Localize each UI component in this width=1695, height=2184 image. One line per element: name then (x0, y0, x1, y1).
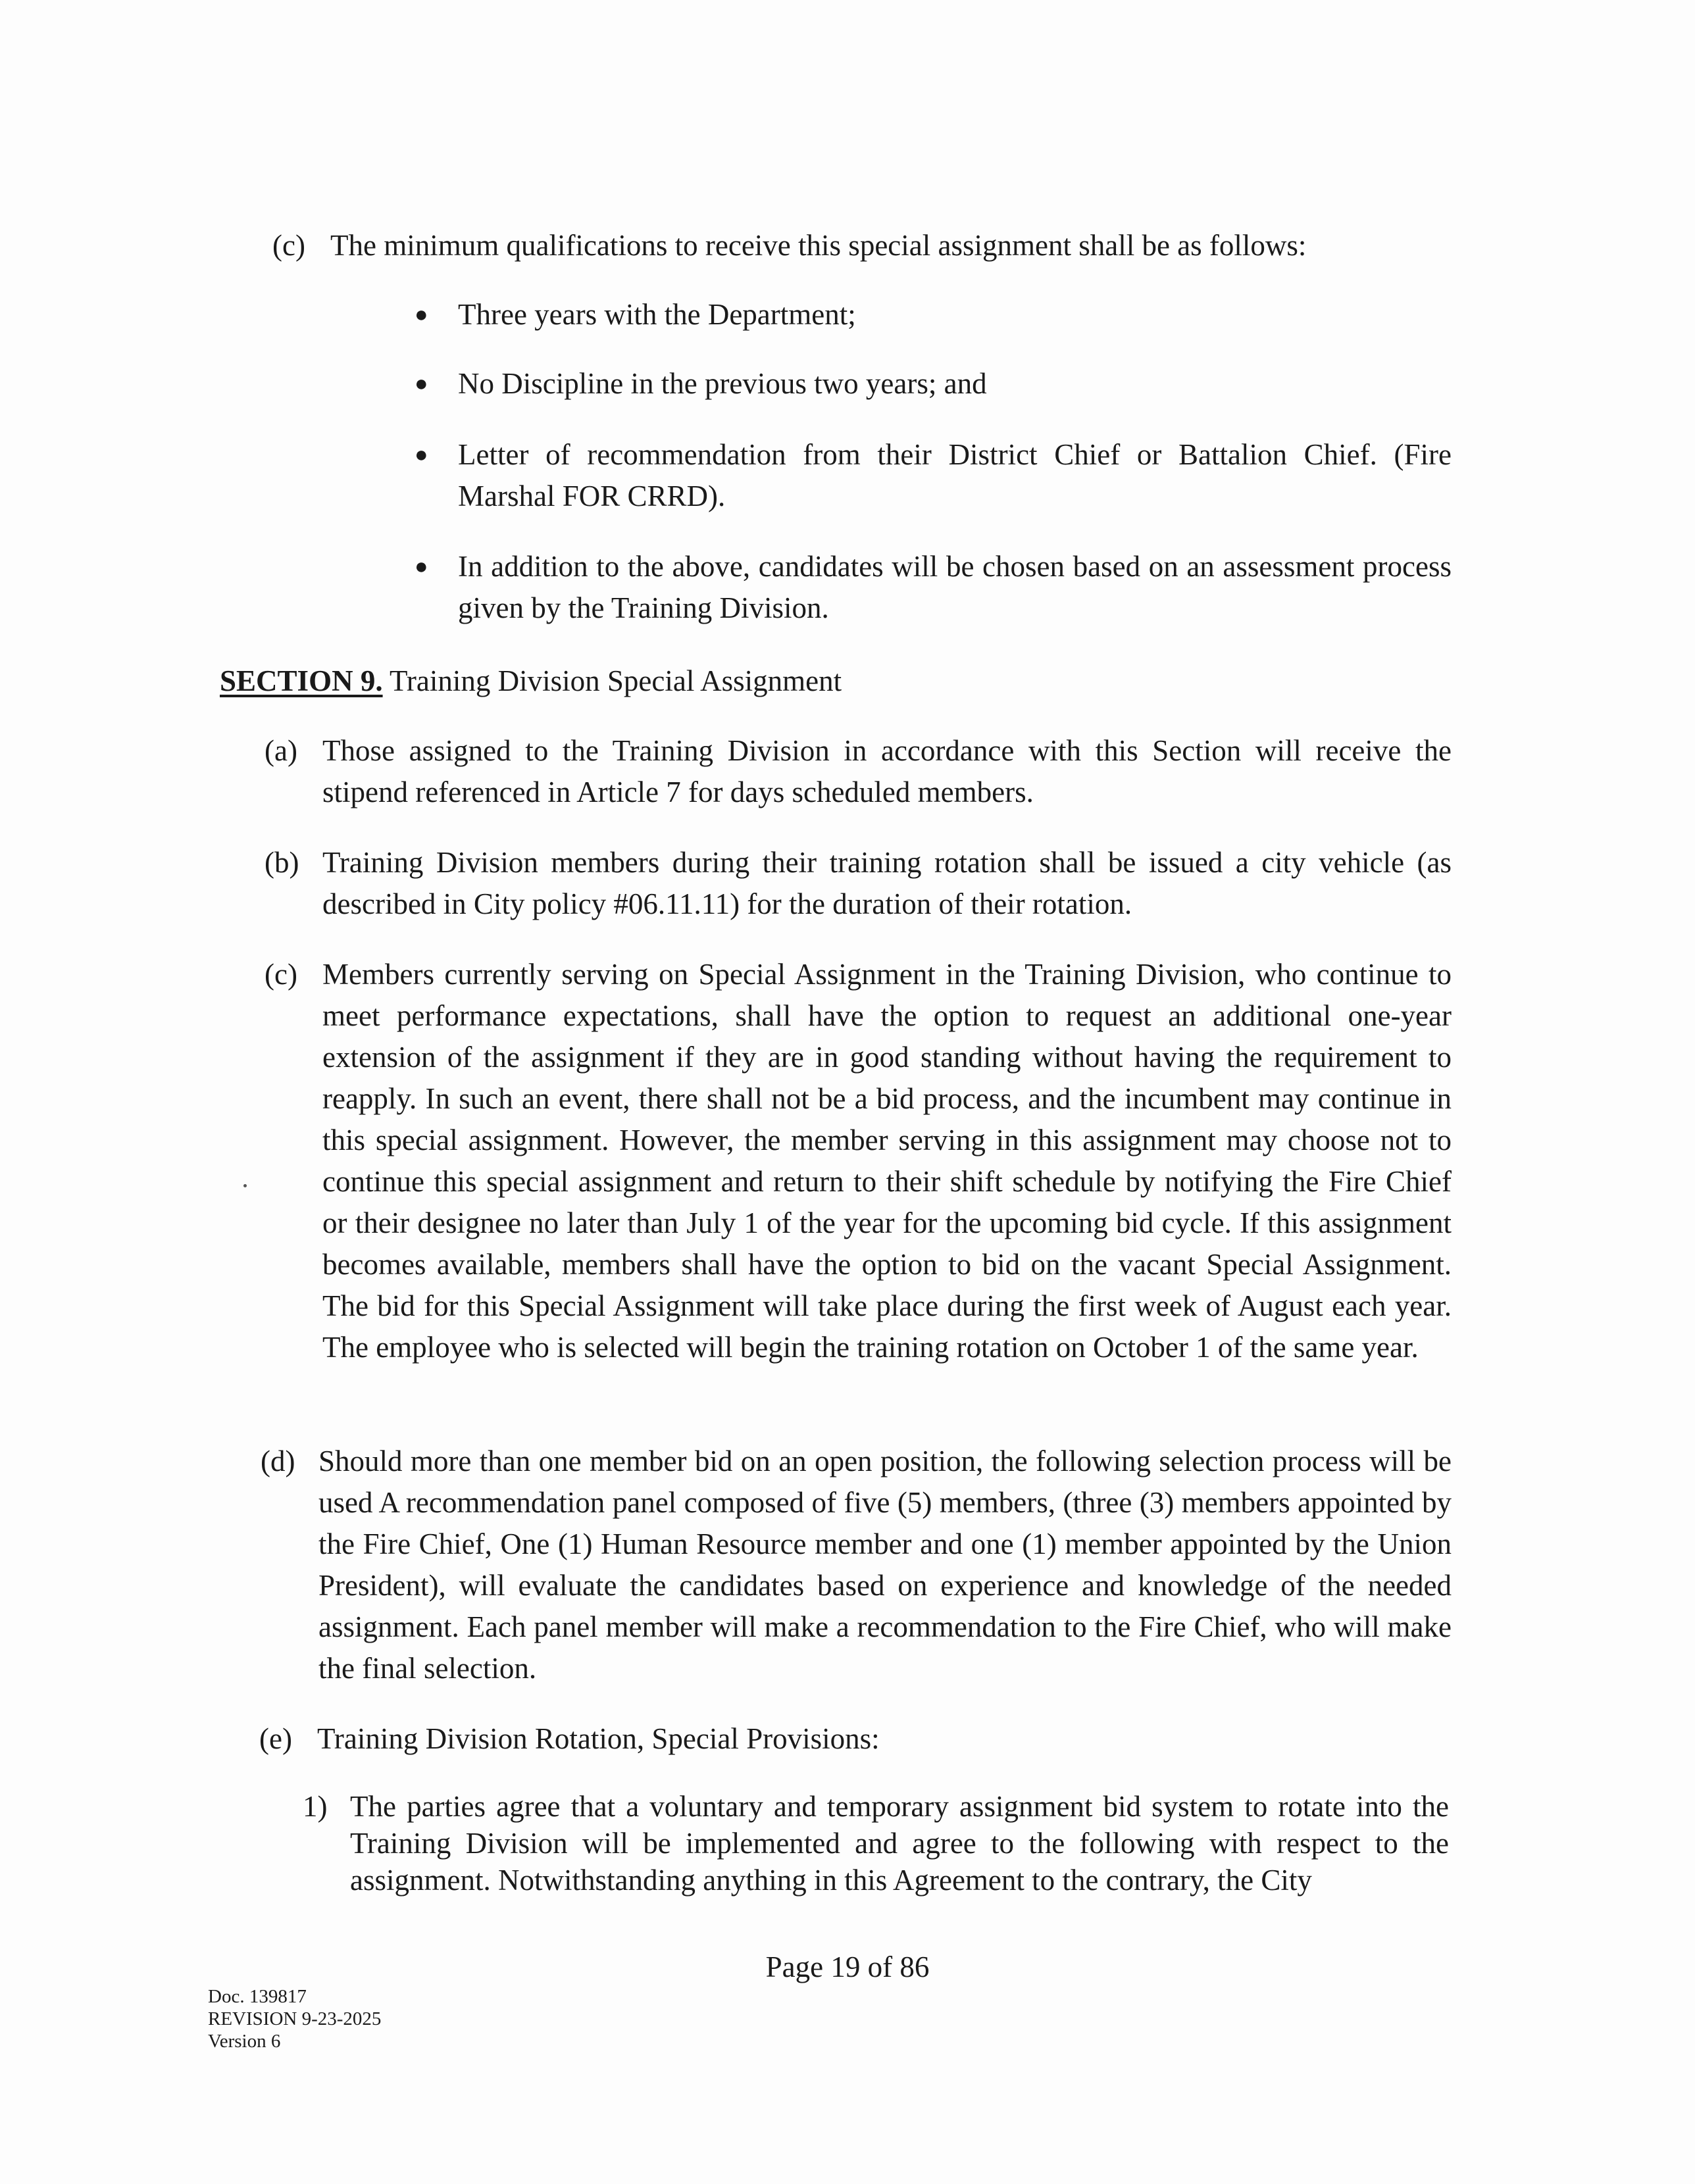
paragraph-text: Training Division members during their training rotation shall be issued a city vehicle (as described in City policy #06.11.11) for the duration of their rotation. (322, 846, 1452, 920)
doc-number: Doc. 139817 (208, 1986, 307, 2007)
page-number: Page 19 of 86 (765, 1950, 930, 1983)
bullet-text: Three years with the Department; (458, 298, 856, 331)
paragraph-8c (272, 225, 1462, 266)
bullet-icon: ● (415, 303, 428, 327)
scan-speck (243, 1184, 247, 1187)
bullet-text: No Discipline in the previous two years; and (458, 367, 987, 400)
bullet-icon: ● (415, 555, 428, 579)
section-number: SECTION 9. (220, 664, 383, 697)
section-heading (220, 660, 842, 702)
paragraph-9b (265, 842, 1452, 925)
paragraph-9c (265, 954, 1452, 1368)
bullet-item (415, 546, 1452, 629)
paragraph-label: (b) (265, 846, 299, 879)
document-info (208, 1985, 381, 2052)
paragraph-text: Training Division Rotation, Special Provisions: (317, 1722, 880, 1755)
bullet-item (415, 294, 1452, 335)
paragraph-text: Those assigned to the Training Division in accordance with this Section will receive the stipend referenced in Article 7 for days scheduled members. (322, 734, 1452, 808)
bullet-text: In addition to the above, candidates will be chosen based on an assessment process given by the Training Division. (458, 550, 1452, 624)
bullet-text: Letter of recommendation from their District Chief or Battalion Chief. (Fire Marshal FOR CRRD). (458, 438, 1452, 512)
paragraph-label: (c) (265, 958, 297, 991)
paragraph-text: Members currently serving on Special Assignment in the Training Division, who continue to meet performance expectations, shall have the option to request an additional one-year extension of the assignment if they are in good standing without having the requirement to reapply. In such an event, there shall not be a bid process, and the incumbent may continue in this special assignment. However, the member serving in this assignment may choose not to continue this special assignment and return to their shift schedule by notifying the Fire Chief or their designee no later than July 1 of the year for the upcoming bid cycle. If this assignment becomes available, members shall have the option to bid on the vacant Special Assignment. The bid for this Special Assignment will take place during the first week of August each year. The employee who is selected will begin the training rotation on October 1 of the same year. (322, 958, 1452, 1364)
subparagraph-1 (303, 1788, 1449, 1899)
bullet-item (415, 363, 1452, 405)
paragraph-text: The minimum qualifications to receive this special assignment shall be as follows: (330, 229, 1307, 262)
paragraph-label: (e) (259, 1722, 292, 1755)
bullet-icon: ● (415, 372, 428, 396)
paragraph-label: (c) (272, 229, 305, 262)
paragraph-label: (d) (261, 1445, 295, 1477)
subparagraph-text: The parties agree that a voluntary and temporary assignment bid system to rotate into the Training Division will be implemented and agree to the following with respect to the assignment. Notwithstanding anything in this Agreement to the contrary, the City (350, 1790, 1449, 1897)
subparagraph-label: 1) (303, 1790, 328, 1823)
bullet-item (415, 434, 1452, 517)
paragraph-label: (a) (265, 734, 297, 767)
bullet-icon: ● (415, 443, 428, 467)
paragraph-9a (265, 730, 1452, 813)
paragraph-9e (259, 1718, 1450, 1760)
doc-version: Version 6 (208, 2031, 281, 2052)
paragraph-9d (261, 1441, 1452, 1689)
paragraph-text: Should more than one member bid on an open position, the following selection process will be used A recommendation panel composed of five (5) members, (three (3) members appointed by the Fire Chief, One (1) Human Resource member and one (1) member appointed by the Union President), will evaluate the candidates based on experience and knowledge of the needed assignment. Each panel member will make a recommendation to the Fire Chief, who will make the final selection. (318, 1445, 1452, 1685)
section-title: Training Division Special Assignment (390, 664, 842, 697)
doc-revision: REVISION 9-23-2025 (208, 2008, 382, 2029)
